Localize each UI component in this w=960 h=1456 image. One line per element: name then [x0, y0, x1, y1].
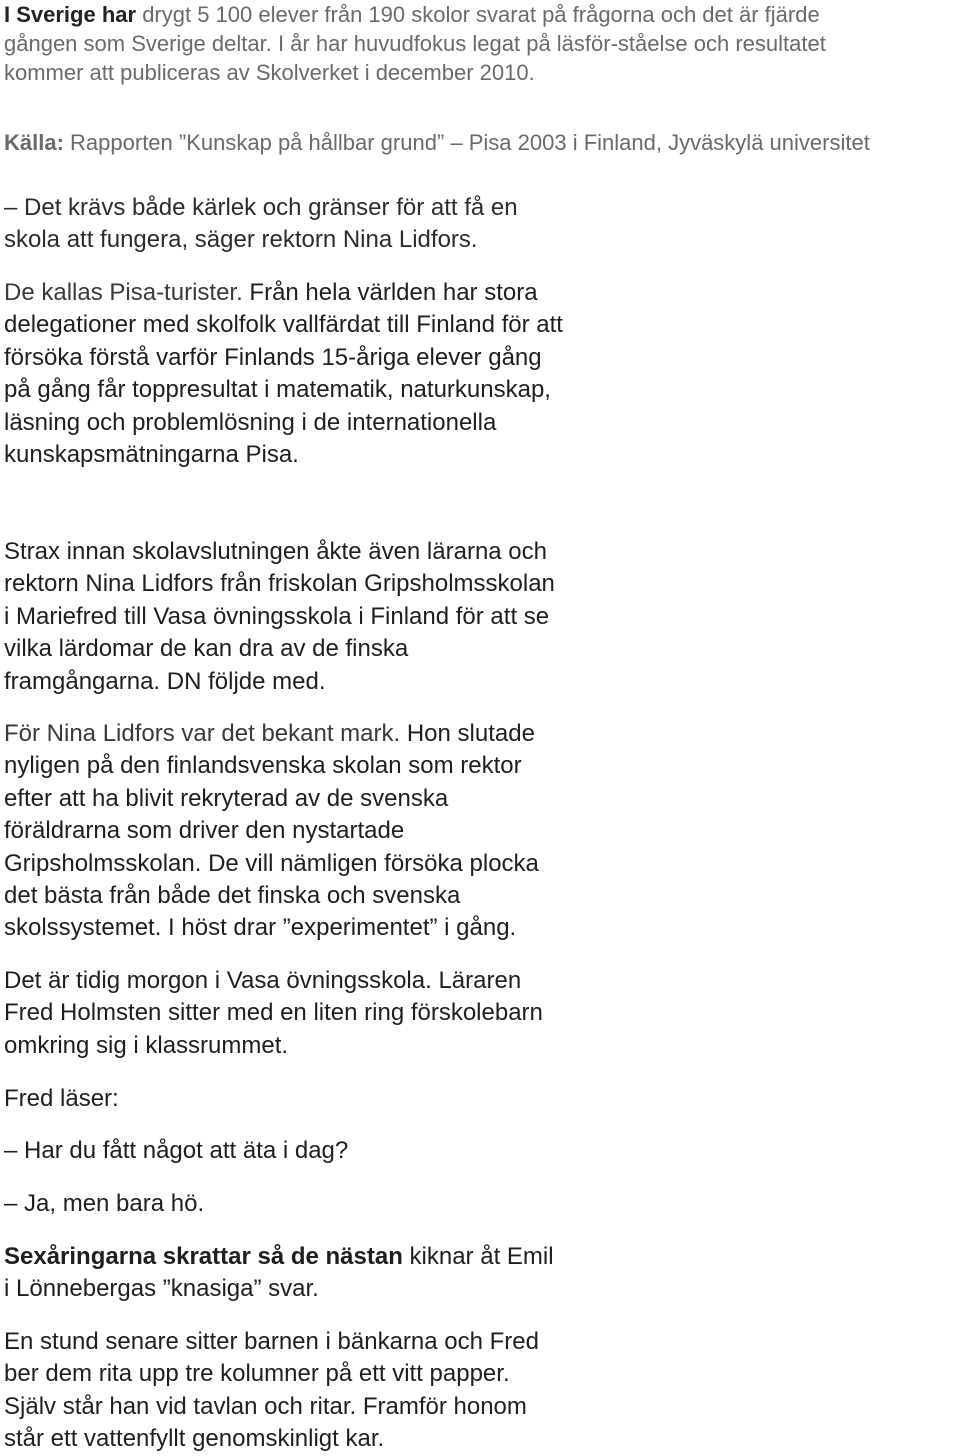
paragraph-bold-phrase: Sexåringarna skrattar så de nästan — [4, 1243, 403, 1270]
paragraph-line: Fred Holmsten sitter med en liten ring förskolebarn — [4, 999, 543, 1027]
paragraph-line: En stund senare sitter barnen i bänkarna och Fred — [4, 1328, 539, 1355]
intro-line-1 — [4, 0, 826, 29]
paragraph-line: står ett vattenfyllt genomskinligt kar. — [4, 1425, 385, 1453]
paragraph-line: på gång får toppresultat i matematik, naturkunskap, — [4, 376, 551, 404]
paragraph-strax — [4, 536, 555, 698]
paragraph-nina — [4, 718, 539, 945]
lead-quote-line-2: skola att fungera, säger rektorn Nina Lidfors. — [4, 226, 478, 254]
paragraph-lead-phrase: De kallas Pisa-turister. — [4, 279, 243, 306]
paragraph-line: nyligen på den finlandsvenska skolan som rektor — [4, 752, 522, 780]
paragraph-line: läsning och problemlösning i de internationella — [4, 408, 497, 436]
intro-bold-start: I Sverige har — [4, 2, 137, 27]
paragraph-line: – Ja, men bara hö. — [4, 1190, 205, 1217]
paragraph-line: Fred läser: — [4, 1085, 119, 1112]
paragraph-line: försöka förstå varför Finlands 15-åriga elever gång — [4, 343, 542, 371]
paragraph-pisa-turister — [4, 277, 563, 471]
paragraph-line: ber dem rita upp tre kolumner på ett vitt papper. — [4, 1360, 510, 1388]
lead-quote — [4, 192, 518, 257]
paragraph-line: Själv står han vid tavlan och ritar. Framför honom — [4, 1392, 527, 1420]
paragraph-morgon — [4, 965, 543, 1062]
paragraph-line: i Lönnebergas ”knasiga” svar. — [4, 1275, 319, 1303]
paragraph-text: Från hela världen har stora — [242, 279, 538, 306]
paragraph-stund — [4, 1326, 539, 1456]
paragraph-line: vilka lärdomar de kan dra av de finska — [4, 635, 409, 663]
paragraph-line: – Har du fått något att äta i dag? — [4, 1137, 349, 1164]
lead-quote-line-1: – Det krävs både kärlek och gränser för att få en — [4, 194, 518, 221]
dialogue-answer — [4, 1188, 204, 1220]
dialogue-question — [4, 1135, 348, 1167]
paragraph-line: rektorn Nina Lidfors från friskolan Gripsholmsskolan — [4, 570, 555, 598]
source-text: Rapporten ”Kunskap på hållbar grund” – Pisa 2003 i Finland, Jyväskylä universitet — [63, 130, 870, 155]
paragraph-fred-laser — [4, 1083, 119, 1115]
intro-line-1-rest: drygt 5 100 elever från 190 skolor svarat på frågorna och det är fjärde — [136, 2, 820, 27]
intro-paragraph — [4, 0, 826, 87]
paragraph-line: föräldrarna som driver den nystartade — [4, 817, 405, 845]
paragraph-line: Gripsholmsskolan. De vill nämligen försöka plocka — [4, 849, 539, 877]
paragraph-line: Det är tidig morgon i Vasa övningsskola. Läraren — [4, 967, 522, 994]
paragraph-line: det bästa från både det finska och svenska — [4, 882, 461, 910]
paragraph-text: Hon slutade — [400, 720, 535, 747]
paragraph-line: skolssystemet. I höst drar ”experimentet” i gång. — [4, 914, 517, 942]
source-citation — [4, 128, 870, 158]
paragraph-skratt — [4, 1241, 554, 1306]
paragraph-line: omkring sig i klassrummet. — [4, 1031, 289, 1059]
paragraph-text: kiknar åt Emil — [402, 1243, 554, 1270]
paragraph-line: i Mariefred till Vasa övningsskola i Finland för att se — [4, 602, 550, 630]
intro-line-3: kommer att publiceras av Skolverket i december 2010. — [4, 60, 535, 85]
paragraph-line: efter att ha blivit rekryterad av de svenska — [4, 784, 449, 812]
paragraph-line: framgångarna. DN följde med. — [4, 667, 326, 695]
source-label: Källa: — [4, 130, 64, 155]
paragraph-line: kunskapsmätningarna Pisa. — [4, 441, 299, 469]
intro-line-2: gången som Sverige deltar. I år har huvudfokus legat på läsför-ståelse och resultatet — [4, 31, 826, 56]
paragraph-lead-phrase: För Nina Lidfors var det bekant mark. — [4, 720, 401, 747]
paragraph-line: delegationer med skolfolk vallfärdat till Finland för att — [4, 311, 563, 339]
paragraph-line: Strax innan skolavslutningen åkte även lärarna och — [4, 538, 547, 565]
